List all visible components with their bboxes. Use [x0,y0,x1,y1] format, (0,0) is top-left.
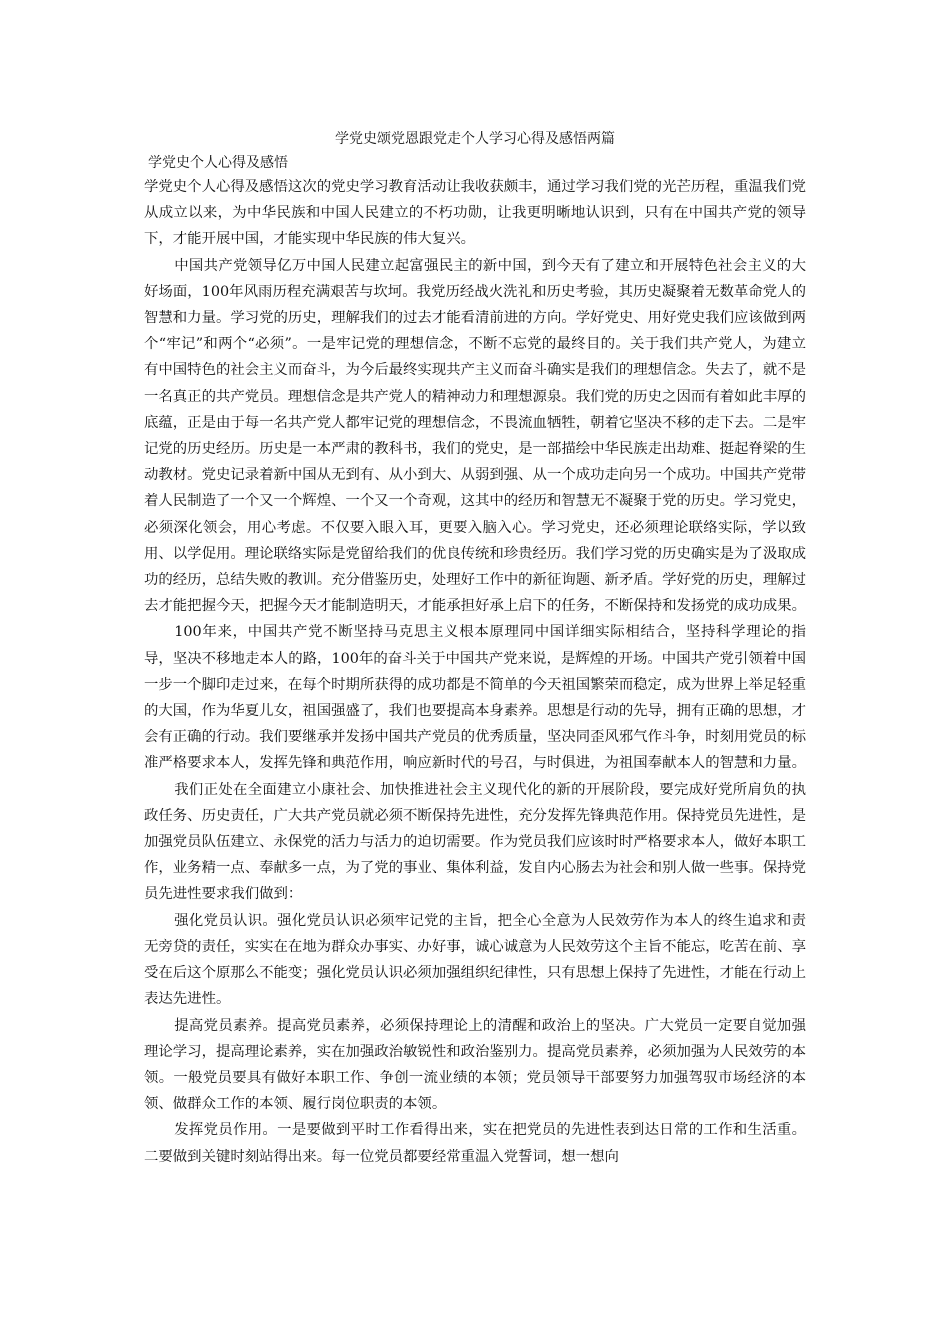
section-heading: 学党史个人心得及感悟 [148,155,288,171]
paragraph-improve-quality: 提高党员素养。提高党员素养，必须保持理论上的清醒和政治上的坚决。广大党员一定要自觉加强理论学习，提高理论素养，实在加强政治敏锐性和政治鉴别力。提高党员素养，必须加强为人民效劳的本领。一般党员要具有做好本职工作、争创一流业绩的本领；党员领导干部要努力加强驾驭市场经济的本领、做群众工作的本领、履行岗位职责的本领。 [144,1017,806,1113]
paragraph-100-years: 100年来，中国共产党不断坚持马克思主义根本原理同中国详细实际相结合，坚持科学理论的指导，坚决不移地走本人的路，100年的奋斗关于中国共产党来说，是辉煌的开场。中国共产党引领着中国一步一个脚印走过来，在每个时期所获得的成功都是不简单的今天祖国繁荣而稳定，成为世界上举足轻重的大国，作为华夏儿女，祖国强盛了，我们也要提高本身素养。思想是行动的先导，拥有正确的思想，才会有正确的行动。我们要继承并发扬中国共产党员的优秀质量，坚决同歪风邪气作斗争，时刻用党员的标准严格要求本人，发挥先锋和典范作用，响应新时代的号召，与时俱进，为祖国奉献本人的智慧和力量。 [144,624,806,772]
paragraph-party-history: 中国共产党领导亿万中国人民建立起富强民主的新中国，到今天有了建立和开展特色社会主义的大好场面，100年风雨历程充满艰苦与坎坷。我党历经战火洗礼和历史考验，其历史凝聚着无数革命党人的智慧和力量。学习党的历史，理解我们的过去才能看清前进的方向。学好党史、用好党史我们应该做到两个“牢记”和两个“必须”。一是牢记党的理想信念，不断不忘党的最终目的。关于我们共产党人，为建立有中国特色的社会主义而奋斗，为今后最终实现共产主义而奋斗确实是我们的理想信念。失去了，就不是一名真正的共产党员。理想信念是共产党人的精神动力和理想源泉。我们党的历史之因而有着如此丰厚的底蕴，正是由于每一名共产党人都牢记党的理想信念，不畏流血牺牲，朝着它坚决不移的走下去。二是牢记党的历史经历。历史是一本严肃的教科书，我们的党史，是一部描绘中华民族走出劫难、挺起脊梁的生动教材。党史记录着新中国从无到有、从小到大、从弱到强、从一个成功走向另一个成功。中国共产党带着人民制造了一个又一个辉煌、一个又一个奇观，这其中的经历和智慧无不凝聚于党的历史。学习党史，必须深化领会，用心考虑。不仅要入眼入耳，更要入脑入心。学习党史，还必须理论联络实际，学以致用、以学促用。理论联络实际是党留给我们的优良传统和珍贵经历。我们学习党的历史确实是为了汲取成功的经历，总结失败的教训。充分借鉴历史，处理好工作中的新征询题、新矛盾。学好党的历史，理解过去才能把握今天，把握今天才能制造明天，才能承担好承上启下的任务，不断保持和发扬党的成功成果。 [144,257,806,615]
document-page [144,128,806,1170]
paragraph-intro: 学党史个人心得及感悟这次的党史学习教育活动让我收获颇丰，通过学习我们党的光芒历程，重温我们党从成立以来，为中华民族和中国人民建立的不朽功勋，让我更明晰地认识到，只有在中国共产党的领导下，才能开展中国，才能实现中华民族的伟大复兴。 [144,179,806,248]
paragraph-strengthen-awareness: 强化党员认识。强化党员认识必须牢记党的主旨，把全心全意为人民效劳作为本人的终生追求和责无旁贷的责任，实实在在地为群众办事实、办好事，诚心诚意为人民效劳这个主旨不能忘，吃苦在前、享受在后这个原那么不能变；强化党员认识必须加强组织纪律性，只有思想上保持了先进性，才能在行动上表达先进性。 [144,912,806,1008]
document-title: 学党史颂党恩跟党走个人学习心得及感悟两篇 [335,131,615,147]
paragraph-play-role: 发挥党员作用。一是要做到平时工作看得出来，实在把党员的先进性表到达日常的工作和生活重。二要做到关键时刻站得出来。每一位党员都要经常重温入党誓词，想一想向 [144,1122,806,1165]
paragraph-new-stage: 我们正处在全面建立小康社会、加快推进社会主义现代化的新的开展阶段，要完成好党所肩负的执政任务、历史责任，广大共产党员就必须不断保持先进性，充分发挥先锋典范作用。保持党员先进性，是加强党员队伍建立、永保党的活力与活力的迫切需要。作为党员我们应该时时严格要求本人，做好本职工作，业务精一点、奉献多一点，为了党的事业、集体利益，发自内心肠去为社会和别人做一些事。保持党员先进性要求我们做到： [144,781,806,903]
